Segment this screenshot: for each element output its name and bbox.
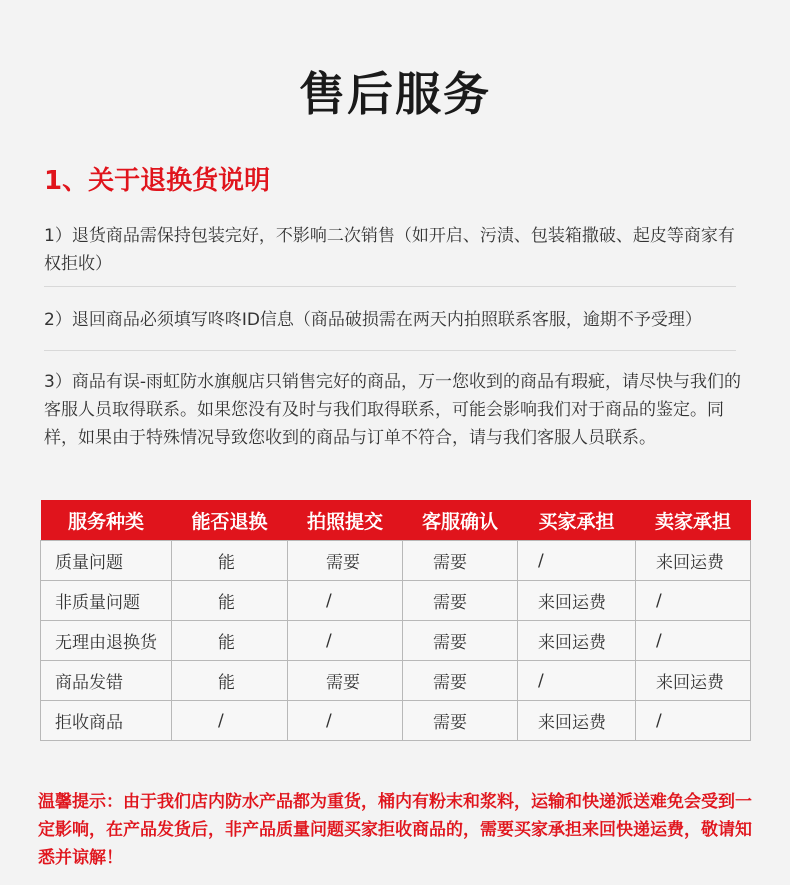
column-header-returnable: 能否退换 bbox=[172, 500, 288, 541]
table-cell: 来回运费 bbox=[518, 581, 636, 621]
column-header-buyer-pays: 买家承担 bbox=[518, 500, 636, 541]
table-cell: 非质量问题 bbox=[41, 581, 172, 621]
table-row bbox=[41, 581, 751, 621]
table-cell: / bbox=[518, 661, 636, 701]
table-cell: 能 bbox=[172, 621, 288, 661]
divider bbox=[44, 286, 736, 287]
section-title: 1、关于退换货说明 bbox=[44, 166, 271, 196]
column-header-seller-pays: 卖家承担 bbox=[636, 500, 751, 541]
policy-paragraph-2: 2）退回商品必须填写咚咚ID信息（商品破损需在两天内拍照联系客服，逾期不予受理） bbox=[44, 310, 702, 330]
warm-reminder-note: 温馨提示：由于我们店内防水产品都为重货，桶内有粉末和浆料，运输和快递派送难免会受到一定影响，在产品发货后，非产品质量问题买家拒收商品的，需要买家承担来回快递运费，敬请知悉并谅解！ bbox=[38, 792, 752, 868]
table-cell: 拒收商品 bbox=[41, 701, 172, 741]
table-cell: 需要 bbox=[403, 621, 518, 661]
table-cell: 需要 bbox=[403, 581, 518, 621]
table-cell: / bbox=[288, 581, 403, 621]
table-cell: 商品发错 bbox=[41, 661, 172, 701]
table-cell: / bbox=[288, 701, 403, 741]
column-header-service-confirm: 客服确认 bbox=[403, 500, 518, 541]
table-cell: 能 bbox=[172, 661, 288, 701]
table-cell: / bbox=[172, 701, 288, 741]
table-cell: / bbox=[636, 701, 751, 741]
table-header-row bbox=[41, 500, 751, 541]
table-cell: 需要 bbox=[403, 701, 518, 741]
table-cell: 来回运费 bbox=[518, 701, 636, 741]
column-header-photo-submit: 拍照提交 bbox=[288, 500, 403, 541]
table-cell: 来回运费 bbox=[636, 541, 751, 581]
table-cell: 来回运费 bbox=[636, 661, 751, 701]
table-cell: / bbox=[518, 541, 636, 581]
table-cell: 能 bbox=[172, 581, 288, 621]
service-table bbox=[40, 500, 751, 741]
table-cell: 需要 bbox=[403, 661, 518, 701]
policy-paragraph-3: 3）商品有误-雨虹防水旗舰店只销售完好的商品，万一您收到的商品有瑕疵，请尽快与我们的客服人员取得联系。如果您没有及时与我们取得联系，可能会影响我们对于商品的鉴定。同样，如果由于特殊情况导致您收到的商品与订单不符合，请与我们客服人员联系。 bbox=[44, 372, 741, 448]
table-cell: / bbox=[288, 621, 403, 661]
table-row bbox=[41, 621, 751, 661]
table-cell: 能 bbox=[172, 541, 288, 581]
divider bbox=[44, 350, 736, 351]
table-cell: 需要 bbox=[288, 541, 403, 581]
table-cell: 无理由退换货 bbox=[41, 621, 172, 661]
page-title: 售后服务 bbox=[299, 67, 491, 121]
table-row bbox=[41, 541, 751, 581]
policy-paragraph-1: 1）退货商品需保持包装完好，不影响二次销售（如开启、污渍、包装箱撒破、起皮等商家有权拒收） bbox=[44, 226, 735, 274]
column-header-service-type: 服务种类 bbox=[41, 500, 172, 541]
table-cell: 需要 bbox=[403, 541, 518, 581]
table-cell: / bbox=[636, 621, 751, 661]
table-cell: / bbox=[636, 581, 751, 621]
table-cell: 质量问题 bbox=[41, 541, 172, 581]
table-row bbox=[41, 701, 751, 741]
table-cell: 来回运费 bbox=[518, 621, 636, 661]
table-cell: 需要 bbox=[288, 661, 403, 701]
table-row bbox=[41, 661, 751, 701]
